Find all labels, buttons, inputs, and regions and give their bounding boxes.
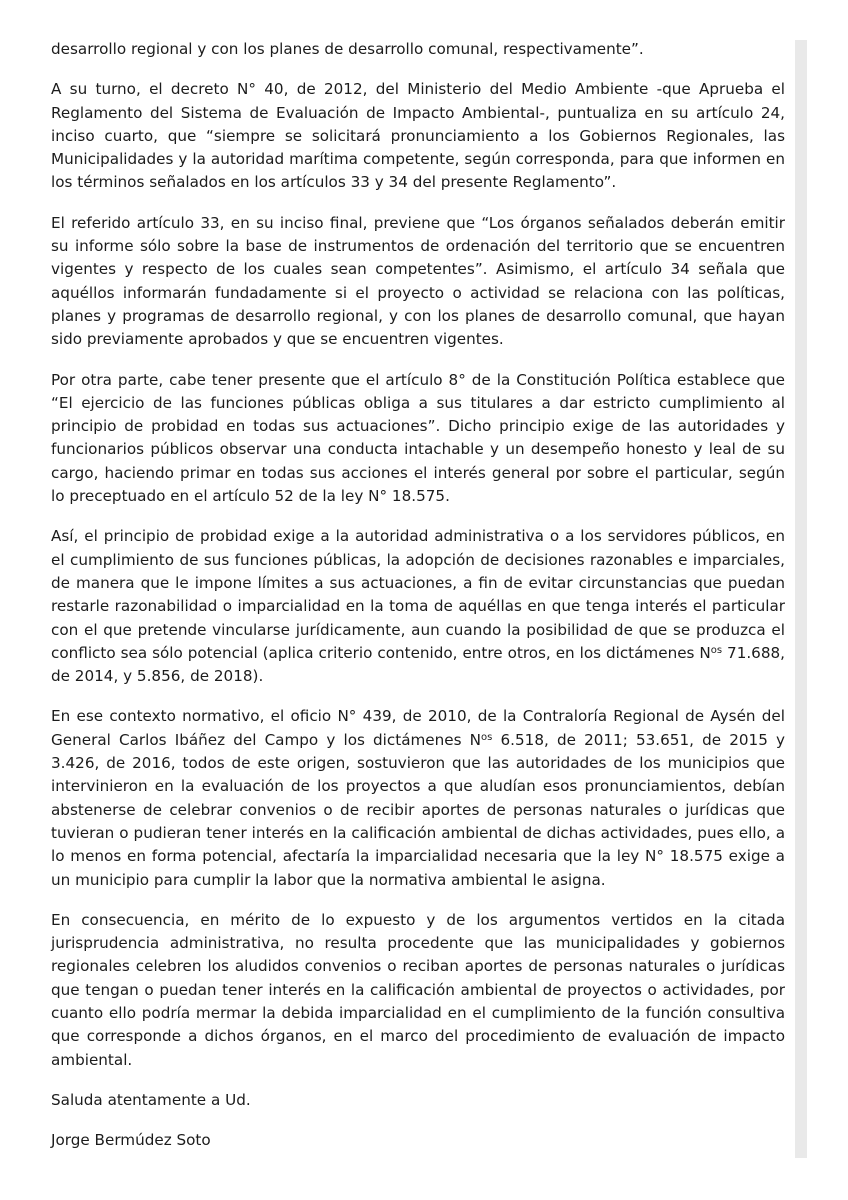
paragraph-5-text-b: 71.688, de 2014, y 5.856, de 2018). <box>51 643 785 686</box>
paragraph-6 <box>51 705 785 891</box>
paragraph-6-superscript: os <box>481 731 493 743</box>
paragraph-5-text-a: Así, el principio de probidad exige a la autoridad administrativa o a los servidores públicos, en el cumplimiento de sus funciones públicas, la adopción de decisiones razonables e imparciales, de manera que le impone límites a sus actuaciones, a fin de evitar circunstancias que puedan restarle razonabilidad o imparcialidad en la toma de aquéllas en que tenga interés el particular con el que pretende vincularse jurídicamente, aun cuando la posibilidad de que se produzca el conflicto sea sólo potencial (aplica criterio contenido, entre otros, en los dictámenes N <box>51 527 785 662</box>
paragraph-6-text-a: En ese contexto normativo, el oficio N° 439, de 2010, de la Contraloría Regional de Aysén del General Carlos Ibáñez del Campo y los dictámenes N <box>51 707 785 749</box>
vertical-scrollbar[interactable] <box>795 40 807 1158</box>
paragraph-4: Por otra parte, cabe tener presente que el artículo 8° de la Constitución Política establece que “El ejercicio de las funciones públicas obliga a sus titulares a dar estricto cumplimiento al principio de probidad en todas sus actuaciones”. Dicho principio exige de las autoridades y funcionarios públicos observar una conducta intachable y un desempeño honesto y leal de su cargo, haciendo primar en todas sus acciones el interés general por sobre el particular, según lo preceptuado en el artículo 52 de la ley N° 18.575. <box>51 370 785 506</box>
signature-name: Jorge Bermúdez Soto <box>51 1131 211 1150</box>
paragraph-5 <box>51 525 785 688</box>
paragraph-3: El referido artículo 33, en su inciso final, previene que “Los órganos señalados deberán emitir su informe sólo sobre la base de instrumentos de ordenación del territorio que se encuentren vigentes y respecto de los cuales sean competentes”. Asimismo, el artículo 34 señala que aquéllos informarán fundadamente si el proyecto o actividad se relaciona con las políticas, planes y programas de desarrollo regional, y con los planes de desarrollo comunal, que hayan sido previamente aprobados y que se encuentren vigentes. <box>51 213 785 349</box>
paragraph-7: En consecuencia, en mérito de lo expuesto y de los argumentos vertidos en la citada jurisprudencia administrativa, no resulta procedente que las municipalidades y gobiernos regionales celebren los aludidos convenios o reciban aportes de personas naturales o jurídicas que tengan o puedan tener interés en la calificación ambiental de proyectos o actividades, por cuanto ello podría mermar la debida imparcialidad en el cumplimiento de la función consultiva que corresponde a dichos órganos, en el marco del procedimiento de evaluación de impacto ambiental. <box>51 910 785 1069</box>
document-page <box>51 38 785 1152</box>
paragraph-2: A su turno, el decreto N° 40, de 2012, del Ministerio del Medio Ambiente -que Aprueba el Reglamento del Sistema de Evaluación de Impacto Ambiental-, puntualiza en su artículo 24, inciso cuarto, que “siempre se solicitará pronunciamiento a los Gobiernos Regionales, las Municipalidades y la autoridad marítima competente, según corresponda, para que informen en los términos señalados en los artículos 33 y 34 del presente Reglamento”. <box>51 80 785 192</box>
paragraph-6-text-b: 6.518, de 2011; 53.651, de 2015 y 3.426, de 2016, todos de este origen, sostuvieron que las autoridades de los municipios que intervinieron en la evaluación de los proyectos a que aludían esos pronunciamientos, debían abstenerse de celebrar convenios o de recibir aportes de personas naturales o jurídicas que tuvieran o pudieran tener interés en la calificación ambiental de dichas actividades, pues ello, a lo menos en forma potencial, afectaría la imparcialidad necesaria que la ley N° 18.575 exige a un municipio para cumplir la labor que la normativa ambiental le asigna. <box>51 730 785 889</box>
paragraph-5-superscript: os <box>710 644 723 656</box>
closing-line: Saluda atentamente a Ud. <box>51 1090 251 1109</box>
paragraph-1: desarrollo regional y con los planes de desarrollo comunal, respectivamente”. <box>51 40 644 58</box>
